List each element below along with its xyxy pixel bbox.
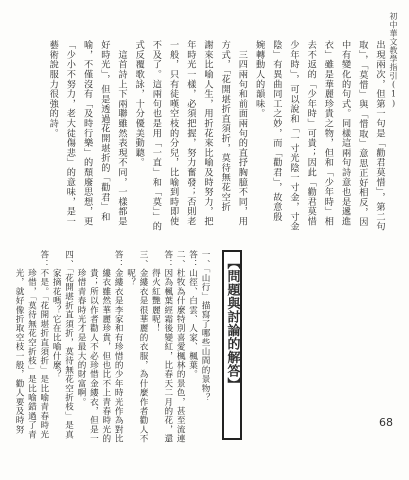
commentary-column: 去不返的「少年時」可貴；因此「勸君莫惜: [305, 40, 317, 227]
commentary-column: 方式，「花開堪折直須折，莫待無花空折: [219, 40, 231, 212]
commentary-column: 婉轉動人的韻味。: [253, 40, 265, 119]
commentary-column: 好時光」，但是透過花開堪折的「勸君」和: [98, 40, 110, 222]
qa-column: 得火紅艷麗呢！: [150, 250, 161, 333]
qa-section-heading: 【問題與討論的解答】: [222, 250, 242, 440]
qa-column: 答：因為楓葉經霜後變紅，比春天二月的花，還: [162, 250, 173, 444]
qa-column: 珍惜，「莫待無花空折枝」是比喻錯過了青: [26, 268, 37, 439]
qa-column: 呢？: [125, 250, 136, 287]
book-title: 初中華文教學指引(1): [389, 12, 398, 109]
commentary-column: 中有變化的句式。同樣這兩句詩意也是遞進: [339, 40, 351, 227]
qa-column: 二、杜牧為什麼特別喜愛楓林的景色，甚至流連: [175, 250, 186, 444]
qa-column: 貴；所以作者勸人不必珍惜金縷衣，但是一: [88, 268, 99, 444]
commentary-column: 衣」雖是華麗珍貴之物，但和「少年時」相: [322, 40, 334, 227]
commentary-column: 「少小不努力，老大徒傷悲」的意味，是一: [64, 40, 76, 227]
commentary-column: 取」，「莫惜」與「惜取」意思正好相反，因: [356, 40, 368, 227]
qa-column: 答：不是。「花開堪折直須折」是比喻青春時光: [38, 250, 49, 439]
commentary-column: 這首詩上下兩聯雖然表現不同，一樣都是: [116, 49, 127, 227]
commentary-column: 式反覆歌詠，十分優美動聽。: [133, 40, 145, 168]
commentary-column: 少年時」，可以說和「一寸光陰一寸金，寸金: [288, 40, 299, 232]
commentary-column: 陰」有異曲同工之妙，而「勸君」，故意殷: [270, 40, 282, 222]
qa-column: 三、金縷衣是很華麗的衣服，為什麼作者勸人不: [138, 250, 148, 444]
commentary-column: 年時光一樣，必須把握，努力奮發；否則老: [184, 40, 196, 227]
qa-column: 光，就好像折取空枝一般，勸人要及時努: [14, 268, 24, 434]
qa-column: 答：山徑、白雲、人家、楓葉。: [187, 250, 198, 379]
commentary-column: 謝來比喻人生，用折花來比喻及時努力，把: [202, 40, 213, 227]
qa-column: 家摘花嗎？它在比喻什麼？: [51, 250, 62, 379]
commentary-column: 一般，只有徒嘆空枝的分兒，比喻到時即使: [167, 40, 179, 227]
qa-column: 四、「花開堪折直須折，莫待無花空折枝」是真: [63, 250, 74, 439]
commentary-column: 不及了。這兩句也是用「一直」和「莫」」的: [150, 40, 162, 232]
qa-column: 答：金縷衣是李家和有珍惜的少年時光作為對比: [113, 250, 124, 444]
commentary-column: 藝術說服力很強的詩。: [47, 40, 59, 138]
commentary-column: 出現兩次，但第一句是「勸君莫惜」，第二句: [374, 40, 385, 232]
commentary-column: 喻，不僅沒有「及時行樂」的頹廢思想，更: [81, 40, 93, 227]
page-number: 68: [379, 416, 393, 429]
qa-column: 縷衣雖然華麗珍貴，但也比不上青春時光的: [100, 268, 111, 444]
commentary-column: 三四兩句和前面兩句的直抒胸臆不同，用: [236, 49, 248, 227]
qa-column: 珍惜青春時光才是最大的財富啊。: [76, 250, 86, 407]
qa-column: 一、「山行」描寫了哪些山間的景物？: [200, 250, 210, 403]
